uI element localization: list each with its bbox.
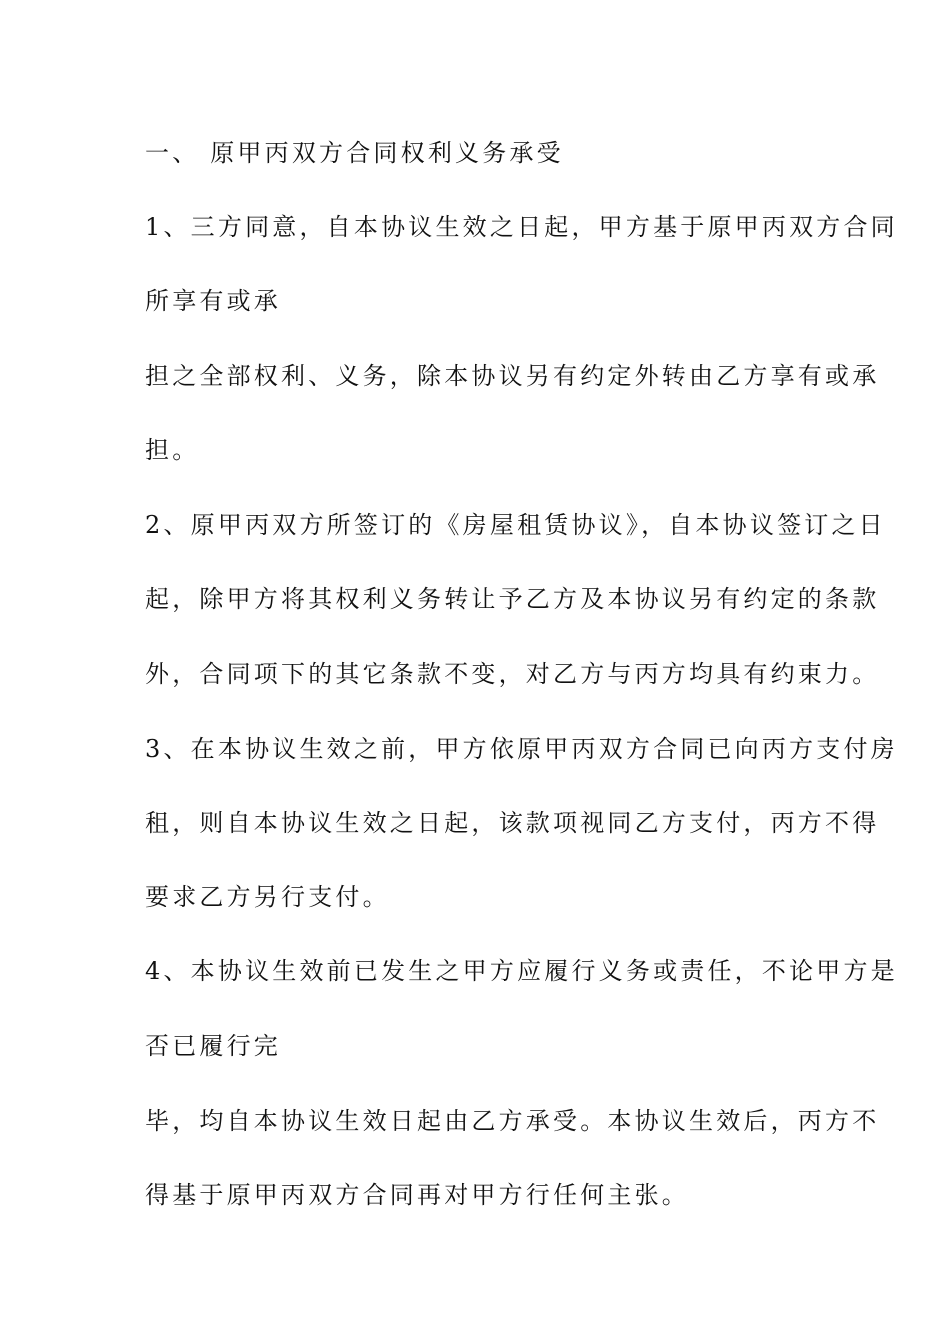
clause-3-line-1: 3、在本协议生效之前，甲方依原甲丙双方合同已向丙方支付房 [145, 735, 898, 763]
clause-2-line-3: 外，合同项下的其它条款不变，对乙方与丙方均具有约束力。 [145, 660, 880, 688]
clause-2-line-1: 2、原甲丙双方所签订的《房屋租赁协议》，自本协议签订之日 [145, 511, 886, 539]
clause-1-line-2: 所享有或承 [145, 287, 281, 315]
clause-1-line-4: 担。 [145, 436, 200, 464]
clause-4-line-4: 得基于原甲丙双方合同再对甲方行任何主张。 [145, 1181, 689, 1209]
section-heading: 一、 原甲丙双方合同权利义务承受 [145, 139, 564, 167]
clause-4-line-3: 毕，均自本协议生效日起由乙方承受。本协议生效后，丙方不 [145, 1107, 880, 1135]
clause-4-line-1: 4、本协议生效前已发生之甲方应履行义务或责任，不论甲方是 [145, 957, 898, 985]
clause-1-line-1: 1、三方同意，自本协议生效之日起，甲方基于原甲丙双方合同 [145, 213, 898, 241]
clause-2-line-2: 起，除甲方将其权利义务转让予乙方及本协议另有约定的条款 [145, 585, 880, 613]
clause-3-line-3: 要求乙方另行支付。 [145, 883, 390, 911]
clause-4-line-2: 否已履行完 [145, 1032, 281, 1060]
clause-3-line-2: 租，则自本协议生效之日起，该款项视同乙方支付，丙方不得 [145, 809, 880, 837]
clause-1-line-3: 担之全部权利、义务，除本协议另有约定外转由乙方享有或承 [145, 362, 880, 390]
